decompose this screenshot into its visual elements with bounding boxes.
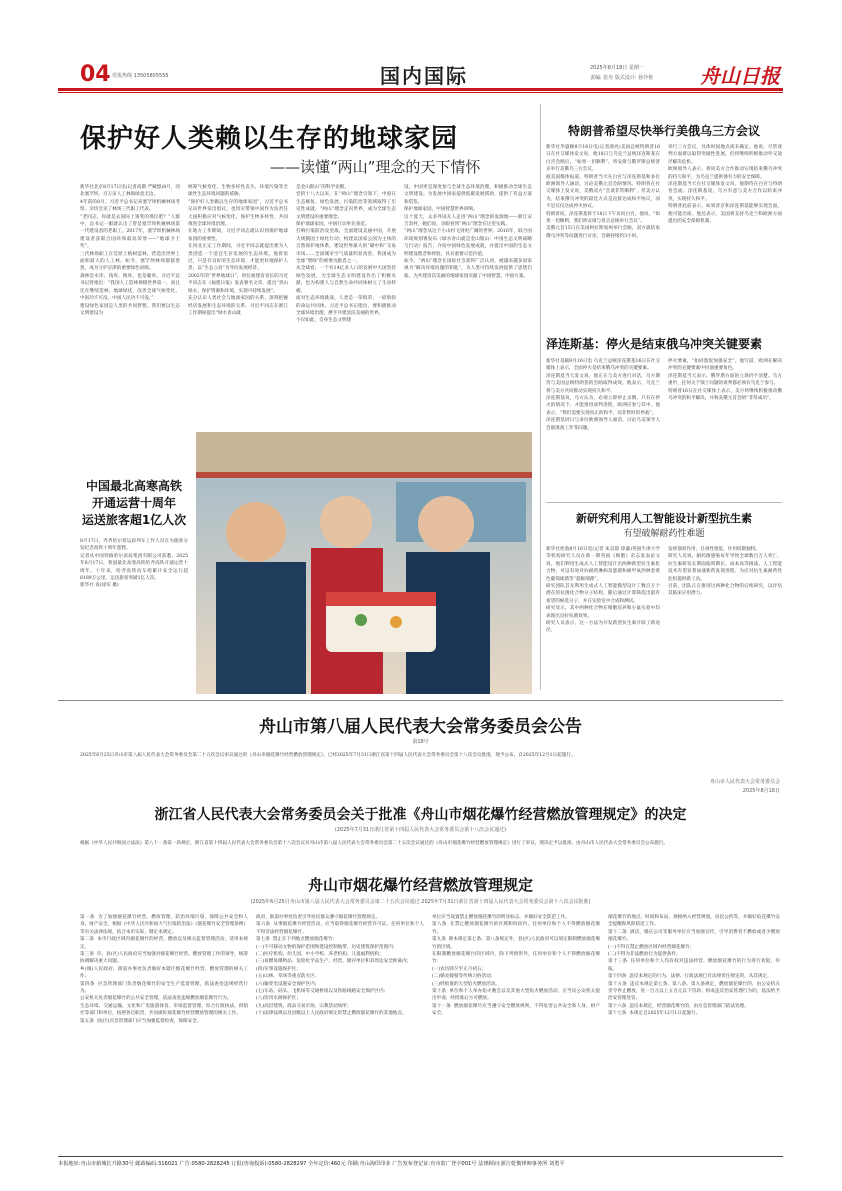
header-rule	[58, 88, 783, 91]
regulation-col-1: 第一条 为了加强烟花爆竹经营、燃放管理，防治环境污染，保障公共安全和人身、财产安全，根据《中华人民共和国大气污染防治法》《烟花爆竹安全管理条例》等有关法律法规，结合本市实际，制定本规定。 第二条 本市行政区域内烟花爆竹的经营、燃放以及相关监督管理活动，适用本规定。 第三条 市、县(区)人民政府应当加强对烟花爆竹经营、燃放管理工作的领导，统筹协调解决重大问题。 乡(镇)人民政府、街道办事处负责做好本辖区烟花爆竹经营、燃放管理的相关工作。 第四条 应急管理部门负责烟花爆竹的安全生产监督管理，依法查处违规经营行为。 公安机关负责烟花爆竹的公共安全管理，依法查处违规燃放烟花爆竹行为。 生态环境、交通运输、文化和广电旅游体育、市场监督管理、综合行政执法、供销社等部门和单位，按照各自职责，共同做好烟花爆竹经营燃放管理的相关工作。 第五条 县(区)应急管理部门应当加强监督检查，保障安全。	[80, 915, 248, 1024]
regulation-col-4: 烟花爆竹的地点、时间和布局，规格纳入经营规划，居民公约等，并做好焰花爆竹安全提醒和风险防范工作。 第十二条 酒店、婚庆公司等服务单位应当加强宣传，引导消费者不燃放或者少燃放烟花爆竹。 (一)不得在禁止燃放区域内经营烟花爆竹； (二)不得为非法燃放行为提供条件。 第十三条 任何单位和个人均有权对违法经营、燃放烟花爆竹的行为进行劝阻、举报。 第十四条 违反本规定的行为，法律、行政法规已有法律责任规定的，从其规定。 第十五条 违反本规定第七条、第八条、第九条规定，燃放烟花爆竹的，由公安机关责令停止燃放，处一百元以上五百元以下罚款；构成违反治安管理行为的，依法给予治安管理处罚。 第十六条 违反本规定，经营烟花爆竹的，由应急管理部门依法处理。 第十七条 本规定自2025年12月1日起施行。	[608, 915, 780, 1017]
notice-date: 2025年8月18日	[742, 788, 780, 794]
lead-col-4: 设，中国更是深度参与全球生态环境治理，积极推动全球生态文明建设。为发展中国家提供低碳发展援助，提供了有益方案和借鉴。 保护地球家园，中国智慧世界回响。 这个夏天，众多外国友人走进“两山”理念的发源地——浙江安吉余村，她们说，亲眼看到“两山”理念在这里实践。 “两山”理念从这个小山村飞到更广阔的世界。2016年，联合国环境规划署发布《绿水青山就是金山银山：中国生态文明战略与行动》报告，介绍中国绿色发展成就，并提出中国的生态文明建设理念和经验，具有重要示范价值。 如今，“两山”理念在国际社会获得广泛认同，被越来越多国家视为“解决环境问题的钥匙”，为人类可持续发展提供了思想启迪，为共建清洁美丽的地球家园贡献了中国智慧、中国方案。	[404, 185, 532, 279]
story-zelensky-col-a: 新华社基辅8月16日电 乌克兰总统泽连斯基16日在社交媒体上表示，全面停火是结束俄乌冲突的关键要素。 泽连斯基当天发文说，他正在与美方进行对话，乌方期待与美国总统特朗普的会晤取得成效。他表示，乌克兰将与美方共同推动实现持久和平。 泽连斯基说，乌方认为，必须立即停止杀戮，只有在停火的情况下，才能推进谈判进程，欧洲应参与其中。他表示，“我们需要实现真正的和平，而非暂时的停战”。 泽连斯基同日与多位欧洲领导人通话，讨论乌美领导人会晤准备工作等问题。	[546, 359, 660, 431]
lead-headline: 保护好人类赖以生存的地球家园	[80, 124, 459, 154]
notice-number: 第18号	[412, 739, 429, 745]
issue-date: 2025年8月18日 星期一	[590, 65, 644, 71]
side-title-line: 中国最北高寒高铁	[85, 479, 182, 493]
notice-title: 舟山市第八届人民代表大会常务委员会公告	[259, 717, 582, 737]
side-title-line: 开通运营十周年	[91, 496, 176, 510]
story-divider	[546, 502, 782, 503]
section-title: 国内国际	[380, 64, 468, 88]
story-ai-col-a: 新华社伦敦8月16日电(记者 朱昊晨 徐谦)英国牛津大学等机构研究人员在新一期英国《细胞》杂志发表论文说，他们利用生成式人工智能设计出两种新型抗生素化合物，可以有效对抗耐药淋病奈瑟菌和耐甲氧西林金黄色葡萄球菌等“超级细菌”。 研究团队首先利用生成式人工智能模型设计了数百万个潜在的抗菌化合物分子结构，随后通过计算筛选出最有希望的候选分子，并在实验室中合成和测试。 研究显示，其中两种化合物在细胞培养和小鼠实验中均表现出良好抗菌效果。 研究人员表示，这一方法为开发新型抗生素开辟了新途径。	[546, 547, 660, 634]
editor-hotline: 党报热线 13505805555	[112, 73, 169, 79]
photo-illustration	[196, 432, 532, 694]
newspaper-logo: 舟山日报	[700, 64, 780, 88]
decision-body: 根据《中华人民共和国立法法》第八十一条第一款规定，浙江省第十四届人民代表大会常务委员会第十八次会议对舟山市第八届人民代表大会常务委员会第二十五次会议通过的《舟山市烟花爆竹经营燃放管理规定》进行了审议，现决定予以批准，由舟山市人民代表大会常务委员会公布施行。	[80, 841, 669, 846]
side-title-line: 运送旅客超1亿人次	[81, 513, 187, 527]
lead-subheadline: ——读懂“两山”理念的天下情怀	[270, 158, 481, 176]
regulation-col-2: 政府、街道办事处负责引导居民群众遵守烟花爆竹管理规定。 第六条 从事烟花爆竹经营活动，应当取得烟花爆竹经营许可证。任何单位和个人不得非法经营烟花爆竹。 第七条 禁止在下列地点燃放烟花爆竹： (一)不可移动文物的保护范围和建设控制地带，历史建筑保护范围内； (二)医疗机构、幼儿园、中小学校、养老机构、儿童福利机构； (三)易燃易爆物品、危险化学品生产、经营、储存单位和其周边安全距离内； (四)军事设施保护区； (五)山林、草场等重点防火区； (六)输变电设施安全保护区内； (七)车站、码头、飞机场等交通枢纽以及铁路线路安全保护区内； (八)饮用水源保护区； (九)高层建筑、商品交易市场、宗教活动场所； (十)法律法规以及县级以上人民政府规定的禁止燃放烟花爆竹的其他地点。	[256, 915, 424, 1017]
editors-line: 责编: 张舟 版式设计: 孙玲艳	[590, 75, 654, 81]
lead-col-1: 新华社北京8月17日电(记者高敬 严赋憬)8月，河北塞罕坝，百万亩人工林海绿意无边。 4年前的8月，习近平总书记来塞罕坝机械林场考察，亲切会见了林场三代职工代表。 “老同志，你就是去国际上领奖的那位吧？”人群中，总书记一眼就认出了曾是塞罕坝机械林场第一代建设者的老职工。2017年，塞罕坝机械林场建设者获联合国环保最高荣誉——“地球卫士奖”。 三代林场职工在荒原上植树造林，营造出世界上面积最大的人工林。如今，塞罕坝林场郁郁葱葱，成为守护京津的重要绿色屏障。 森林是水库、钱库、粮库，也是碳库。习近平总书记曾指出：“我国人工造林规模世界第一，而且还在继续造林，地球绿化，改善全球气候变化，中国功不可没，中国人民功不可没。” 建设绿色家园是人类的共同梦想。我们要以生态文明建设为	[80, 185, 180, 316]
story-ai-title: 新研究利用人工智能设计新型抗生素	[576, 512, 752, 525]
story-ai-col-b: 发挥强效作用，且毒性很低，作用机制独特。 研究人员说，耐药菌感染每年导致全球数百万人死亡，抗生素研发长期面临周期长、成本高等挑战。人工智能技术有望显著加速新药发现进程，为应对抗生素耐药性危机提供新工具。 目前，团队正在推进这两种化合物的后续研究，以评估其临床应用潜力。	[668, 547, 782, 597]
header-rule-thin	[58, 92, 783, 93]
decision-meta: (2025年7月31日浙江省第十四届人民代表大会常务委员会第十八次会议通过)	[334, 827, 507, 833]
lead-col-2: 统筹气候变化、生物多样性丧失、环境污染等全球性生态环境问题的威胁。 “保护好人类赖以生存的地球家园”，习近平总书记向世界发出倡议，也切实带领中国作为负责任大国积极应对气候变化、保护生物多样性、共同推进全球环境治理。 在地方工作期间，习近平同志就认识到保护地球家园的重要性。 在河北正定工作期间，习近平同志就提出要为人类创造一个适宜生存发展的生态环境。他曾说过，只是有良好的生态环境，才能更好地保护人类，以“生态立县”为导向发展经济。 2002年的“世界地球日”，时任福建省省长的习近平同志在《福建日报》发表署名文章，提出“青山绿水，保护资源和环境，实现可持续发展”。 充分认识人类社会与地球家园的关系，深刻把握经济发展和生态环境的关系，习近平同志在浙江工作期间提出“绿水青山就	[188, 185, 288, 316]
story-zelensky-title: 泽连斯基：停火是结束俄乌冲突关键要素	[546, 337, 763, 351]
notice-signer: 舟山市人民代表大会常务委员会	[709, 779, 780, 785]
regulation-title: 舟山市烟花爆竹经营燃放管理规定	[307, 876, 533, 894]
story-zelensky-col-b: 停火要素，“如同敦促加强安全”。他写道，欧洲在解决冲突的关键要素中扮演重要角色。 泽连斯基当天表示，俄罗斯方面的立场仍不清楚。乌方重申，任何关于领土问题的谈判都必须有乌克兰参与。 特朗普16日在社交媒体上表示，美方将继续积极推动俄乌冲突的和平解决，并称美俄元首会晤“非常成功”。	[668, 359, 782, 402]
column-divider	[540, 104, 541, 690]
regulation-col-3: 单位应当设置禁止燃放烟花爆竹的明显标志，并做好安全防范工作。 第八条 在禁止燃放烟花爆竹的区域和时段内，任何单位和个人不得燃放烟花爆竹。 第九条 除本规定第七条、第八条规定外，县(区)人民政府可以划定限制燃放烟花爆竹的区域。 在限制燃放烟花爆竹的区域内，除下列情形外，任何单位和个人不得燃放烟花爆竹： (一)农历除夕至正月初五； (二)婚丧嫁娶等传统习俗活动； (三)经批准的大型焰火燃放活动。 第十条 单位和个人举办焰火晚会以及其他大型焰火燃放活动，应当向公安机关提出申请，经批准后方可燃放。 第十一条 燃放烟花爆竹应当遵守安全燃放规则，不得危害公共安全和人身、财产安全。	[432, 915, 600, 1017]
footer-info: 本报地址:舟山市新城长升路30号 邮政编码:316021 广告:0580-2828245 订报(咨询投诉):0580-2828297 全年定价:460元 印刷:舟山海印印业 广告发布登记证:舟市监广登字001号 法律顾问:浙江乾衡律师事务所 刘勇平	[58, 1161, 565, 1167]
story-trump-col-b: 举行三方会议，具体时间地点尚未确定。他说，尽管谈判方面难以取得突破性进展，但将继续积极推动外交途径解决危机。 欧洲领导人表示，将同美方合作推动实现结束俄乌冲突的持久和平，为乌克兰提供强有力的安全保障。 泽连斯基当天在社交媒体发文说，他期待在白宫与特朗普会面。泽连斯基说，乌方有意与美方合作以结束冲突，实现持久和平。 特朗普此前表示，如果普京和泽连斯基能够实现会面，他可能出席。他还表示，美国将支持乌克兰和欧洲方面提出的安全保障机制。	[668, 145, 782, 225]
notice-top-rule	[58, 700, 783, 701]
story-ai-subtitle: 有望破解耐药性难题	[623, 529, 705, 539]
story-trump-col-a: 新华社华盛顿8月16日电(记者颜亮)美国总统特朗普16日在社交媒体发文说，他18日与乌克兰总统泽连斯基在白宫会晤后，“如果一切顺利”，将安排与俄罗斯总统普京举行美俄乌三方会议。 据美国媒体报道，特朗普当天在白宫与泽连斯基和多位欧洲领导人通话，讨论美俄元首会晤情况。特朗普在社交媒体上发文说，美俄双方“会谈非常顺利”，但美方认为，结束俄乌冲突的最佳方式是直接达成和平协议，而不是仅仅达成停火协议。 特朗普说，泽连斯基将于18日下午访问白宫。他说，“如果一切顺利，我们将安排与普京总统举行会议”。 美俄元首15日在美国阿拉斯加州举行会晤，双方就结束俄乌冲突等问题进行讨论，会晤持续约3小时。	[546, 145, 660, 239]
page-number: 04	[80, 62, 111, 87]
train-staff-photo	[196, 432, 532, 694]
decision-title: 浙江省人民代表大会常务委员会关于批准《舟山市烟花爆竹经营燃放管理规定》的决定	[154, 807, 687, 823]
footer-rule	[58, 1156, 783, 1157]
side-story-body: 8月17日，齐齐哈尔客运段列车工作人员在为旅客分发纪念高铁十周年蛋糕。 记者从中国铁路哈尔滨局集团有限公司获悉，2025年8月17日，我国最北高寒高铁哈齐高铁开通运营十周年。十年来，哈齐高铁动车组累计安全运行超8189万公里，运送旅客突破1亿人次。 新华社 发(徐军 摄)	[80, 539, 188, 589]
lead-col-3: 是金山银山”的科学论断。 党的十八大以来，在“两山”理念引领下，中国在生态修复、绿色发展、污染防治等领域取得了历史性成就，“两山”理念走向世界，成为全球生态文明建设的重要理念。 保护地球家园，中国行动率先垂范。 打响污染防治攻坚战，全面建设美丽中国，开展大规模国土绿化行动；构建以国家公园为主体的自然保护地体系，建设世界最大的“碳中和”交易市场……全国城市空气质量明显改善，我国成为全球“增绿”的重要贡献者之一。 从全球看，一个有14亿多人口的发展中大国坚持绿色发展，为全球生态文明建设作出了积极贡献，也为构建人与自然生命共同体树立了生动样板。 面对生态环境挑战，人类是一荣俱荣、一损俱损的命运共同体。习近平总书记指出，要积极推动全球环境治理，携手共建清洁美丽的世界。 不仅如此，自身生态文明建	[296, 185, 396, 324]
side-story-title	[78, 478, 190, 529]
notice-body: 2025年6月25日舟山市第八届人民代表大会常务委员会第二十五次会议审议通过的《舟山市烟花爆竹经营燃放管理规定》，已经2025年7月31日浙江省第十四届人民代表大会常务委员会第十八次会议批准，现予公布，自2025年12月1日起施行。	[80, 753, 576, 758]
regulation-meta: (2025年6月25日舟山市第八届人民代表大会常务委员会第二十五次会议通过 2025年7月31日浙江省第十四届人民代表大会常务委员会第十八次会议批准)	[250, 899, 591, 905]
story-trump-title: 特朗普希望尽快举行美俄乌三方会议	[567, 124, 760, 138]
